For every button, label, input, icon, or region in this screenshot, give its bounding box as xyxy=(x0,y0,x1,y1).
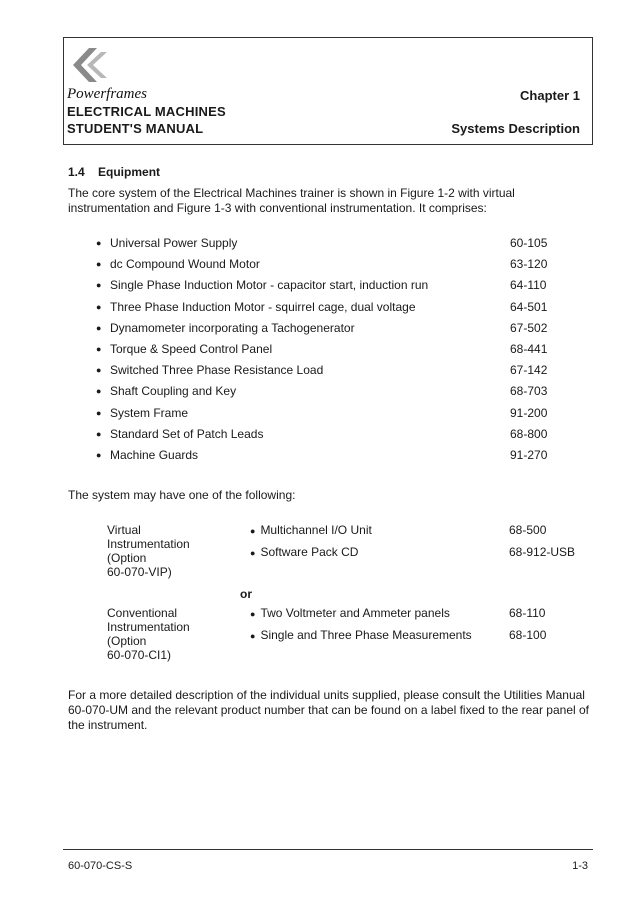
equipment-item xyxy=(96,448,576,469)
equipment-code: 67-502 xyxy=(510,320,548,335)
equipment-code: 64-110 xyxy=(510,278,547,293)
chapter-label: Chapter 1 xyxy=(520,88,580,103)
option-item: ● Multichannel I/O Unit xyxy=(250,523,372,537)
header-box xyxy=(63,37,593,145)
closing-line-2: 60-070-UM and the relevant product number that can be found on a label fixed to the rear panel of xyxy=(68,703,590,717)
equipment-code: 68-441 xyxy=(510,341,548,356)
equipment-item xyxy=(96,300,576,321)
equipment-code: 91-270 xyxy=(510,447,548,462)
bullet-icon: ● xyxy=(250,609,256,619)
option-code: 68-110 xyxy=(509,606,546,620)
footer-page-number: 1-3 xyxy=(572,860,588,872)
equipment-name: Dynamometer incorporating a Tachogenerator xyxy=(110,320,355,335)
equipment-list xyxy=(96,236,576,469)
powerframes-logo-icon xyxy=(67,46,107,84)
footer-doc-code: 60-070-CS-S xyxy=(68,860,133,872)
equipment-name: Shaft Coupling and Key xyxy=(110,384,237,399)
bullet-icon: ● xyxy=(96,280,102,291)
bullet-icon: ● xyxy=(250,631,256,641)
equipment-code: 68-703 xyxy=(510,384,548,399)
equipment-name: Single Phase Induction Motor - capacitor start, induction run xyxy=(110,278,429,293)
option-item: ● Software Pack CD xyxy=(250,545,359,559)
equipment-name: Torque & Speed Control Panel xyxy=(110,341,273,356)
equipment-item xyxy=(96,427,576,448)
bullet-icon: ● xyxy=(96,301,102,312)
equipment-item xyxy=(96,363,576,384)
brand-name: Powerframes xyxy=(67,86,147,102)
equipment-code: 60-105 xyxy=(510,236,548,250)
or-separator: or xyxy=(240,587,252,601)
options-intro: The system may have one of the following: xyxy=(68,488,296,502)
bullet-icon: ● xyxy=(96,428,102,439)
equipment-name: dc Compound Wound Motor xyxy=(110,257,260,272)
equipment-code: 68-800 xyxy=(510,426,548,441)
equipment-code: 63-120 xyxy=(510,257,548,272)
bullet-icon: ● xyxy=(96,365,102,376)
equipment-name: System Frame xyxy=(110,405,189,420)
equipment-item xyxy=(96,342,576,363)
footer-rule xyxy=(63,849,593,850)
equipment-item xyxy=(96,321,576,342)
bullet-icon: ● xyxy=(96,343,102,354)
equipment-item xyxy=(96,236,576,257)
equipment-name: Three Phase Induction Motor - squirrel cage, dual voltage xyxy=(110,299,416,314)
equipment-name: Standard Set of Patch Leads xyxy=(110,426,264,441)
option-item: ● Two Voltmeter and Ammeter panels xyxy=(250,606,450,620)
bullet-icon: ● xyxy=(96,386,102,397)
equipment-item xyxy=(96,384,576,405)
bullet-icon: ● xyxy=(250,548,256,558)
manual-subtitle: STUDENT'S MANUAL xyxy=(67,121,204,136)
equipment-item xyxy=(96,278,576,299)
option-code: 68-100 xyxy=(509,628,547,642)
equipment-item xyxy=(96,257,576,278)
equipment-code: 91-200 xyxy=(510,405,548,420)
option-code: 68-912-USB xyxy=(509,545,576,559)
equipment-item xyxy=(96,406,576,427)
virtual-option-label: Virtual Instrumentation (Option 60-070-VIP) xyxy=(107,523,190,579)
bullet-icon: ● xyxy=(96,322,102,333)
bullet-icon: ● xyxy=(96,238,102,248)
bullet-icon: ● xyxy=(96,407,102,418)
equipment-name: Switched Three Phase Resistance Load xyxy=(110,363,324,378)
closing-line-3: the instrument. xyxy=(68,718,148,732)
equipment-code: 67-142 xyxy=(510,363,548,378)
conventional-option-label: Conventional Instrumentation (Option 60-070-CI1) xyxy=(107,606,190,662)
equipment-code: 64-501 xyxy=(510,299,548,314)
intro-line-1: The core system of the Electrical Machines trainer is shown in Figure 1-2 with virtual xyxy=(68,186,515,200)
bullet-icon: ● xyxy=(250,526,256,536)
equipment-name: Machine Guards xyxy=(110,447,199,462)
option-code: 68-500 xyxy=(509,523,547,537)
bullet-icon: ● xyxy=(96,449,102,460)
section-heading: 1.4 Equipment xyxy=(68,165,161,179)
intro-line-2: instrumentation and Figure 1-3 with conventional instrumentation. It comprises: xyxy=(68,201,487,215)
bullet-icon: ● xyxy=(96,259,102,270)
manual-title: ELECTRICAL MACHINES xyxy=(67,104,226,119)
option-item: ● Single and Three Phase Measurements xyxy=(250,628,472,642)
closing-line-1: For a more detailed description of the individual units supplied, please consult the Utilities Manual xyxy=(68,688,585,702)
equipment-name: Universal Power Supply xyxy=(110,236,238,250)
chapter-title: Systems Description xyxy=(451,121,580,136)
